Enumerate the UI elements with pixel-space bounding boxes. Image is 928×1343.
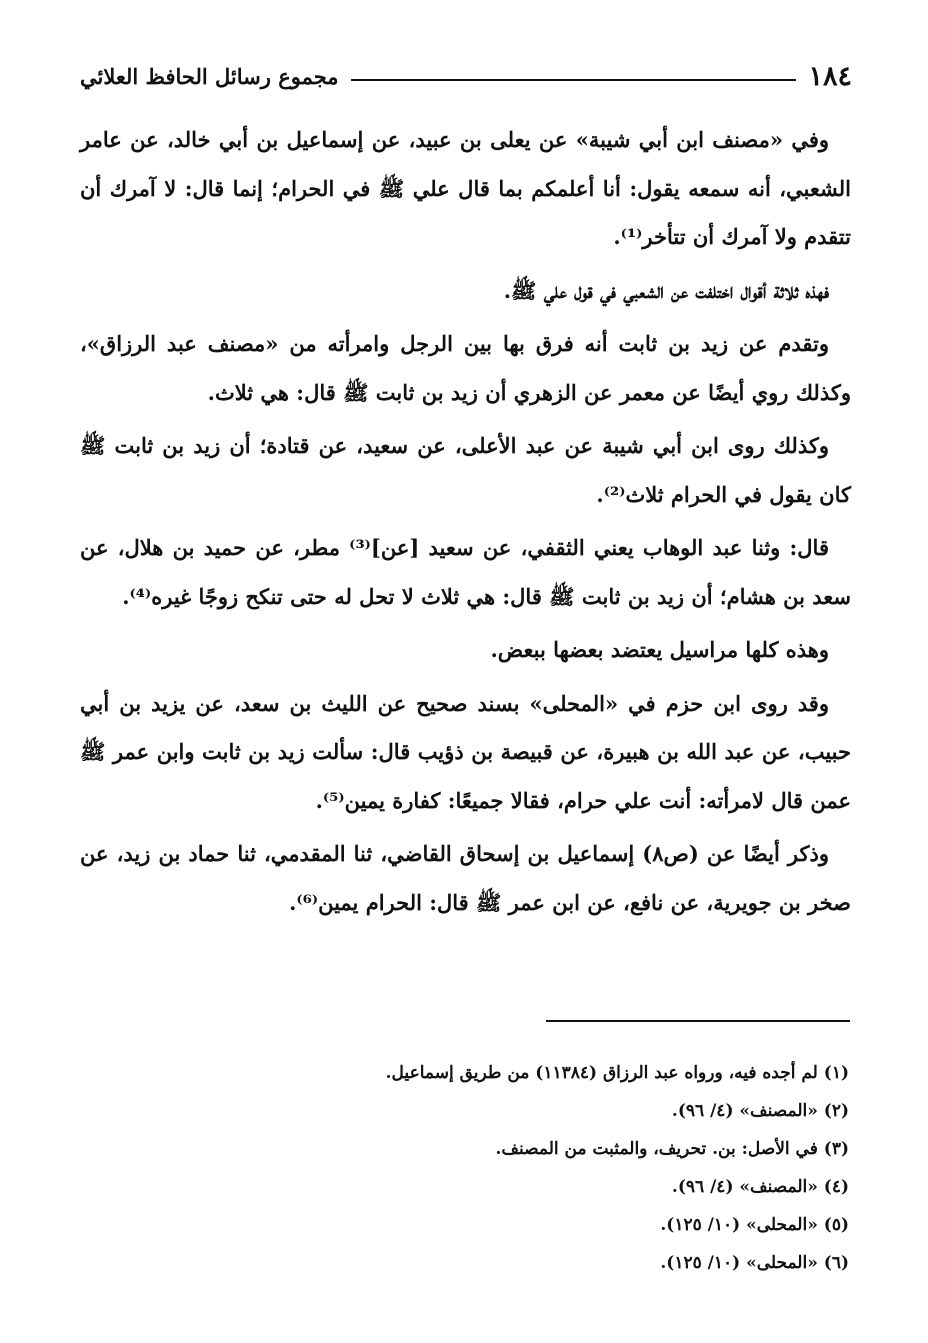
main-text bbox=[80, 116, 851, 932]
footnote: (١) لم أجده فيه، ورواه عبد الرزاق (١١٣٨٤) من طريق إسماعيل. bbox=[385, 1063, 849, 1083]
footnotes bbox=[80, 1054, 849, 1282]
footnote: (٣) في الأصل: بن. تحريف، والمثبت من المصنف. bbox=[495, 1139, 849, 1159]
page-header bbox=[80, 56, 852, 96]
paragraph: قال: وثنا عبد الوهاب يعني الثقفي، عن سعيد [عن]⁽³⁾ مطر، عن حميد بن هلال، عن سعد بن هشام؛ أن زيد بن ثابت ﷺ قال: هي ثلاث لا تحل له حتى تنكح زوجًا غيره⁽⁴⁾. bbox=[80, 535, 851, 609]
header-rule bbox=[351, 79, 797, 81]
paragraph: وذكر أيضًا عن (ص٨) إسماعيل بن إسحاق القاضي، ثنا المقدمي، ثنا حماد بن زيد، عن صخر بن جويرية، عن نافع، عن ابن عمر ﷺ قال: الحرام يمين⁽⁶⁾. bbox=[80, 841, 851, 915]
footnote-separator bbox=[546, 1020, 850, 1022]
footnote: (٢) «المصنف» (٤/ ٩٦). bbox=[671, 1101, 849, 1121]
paragraph: وقد روى ابن حزم في «المحلى» بسند صحيح عن الليث بن سعد، عن يزيد بن أبي حبيب، عن عبد الله بن هبيرة، عن قبيصة بن ذؤيب قال: سألت زيد بن ثابت وابن عمر ﷺ عمن قال لامرأته: أنت علي حرام، فقالا جميعًا: كفارة يمين⁽⁵⁾. bbox=[80, 690, 851, 813]
paragraph: وهذه كلها مراسيل يعتضد بعضها ببعض. bbox=[490, 637, 829, 662]
footnote: (٤) «المصنف» (٤/ ٩٦). bbox=[671, 1177, 849, 1197]
paragraph: وفي «مصنف ابن أبي شيبة» عن يعلى بن عبيد، عن إسماعيل بن أبي خالد، عن عامر الشعبي، أنه سمعه يقول: أنا أعلمكم بما قال علي ﷺ في الحرام؛ إنما قال: لا آمرك أن تتقدم ولا آمرك أن تتأخر⁽¹⁾. bbox=[80, 127, 851, 249]
page-number: ١٨٤ bbox=[808, 60, 852, 92]
paragraph: فهذه ثلاثة أقوال اختلفت عن الشعبي في قول علي ﷺ. bbox=[503, 277, 829, 303]
footnote: (٥) «المحلى» (١٠/ ١٢٥). bbox=[660, 1215, 849, 1235]
paragraph: وكذلك روى ابن أبي شيبة عن عبد الأعلى، عن سعيد، عن قتادة؛ أن زيد بن ثابت ﷺ كان يقول في الحرام ثلاث⁽²⁾. bbox=[80, 433, 851, 507]
running-title: مجموع رسائل الحافظ العلائي bbox=[80, 63, 339, 89]
paragraph: وتقدم عن زيد بن ثابت أنه فرق بها بين الرجل وامرأته من «مصنف عبد الرزاق»، وكذلك روي أيضًا عن معمر عن الزهري أن زيد بن ثابت ﷺ قال: هي ثلاث. bbox=[80, 331, 851, 405]
footnote: (٦) «المحلى» (١٠/ ١٢٥). bbox=[660, 1253, 849, 1273]
